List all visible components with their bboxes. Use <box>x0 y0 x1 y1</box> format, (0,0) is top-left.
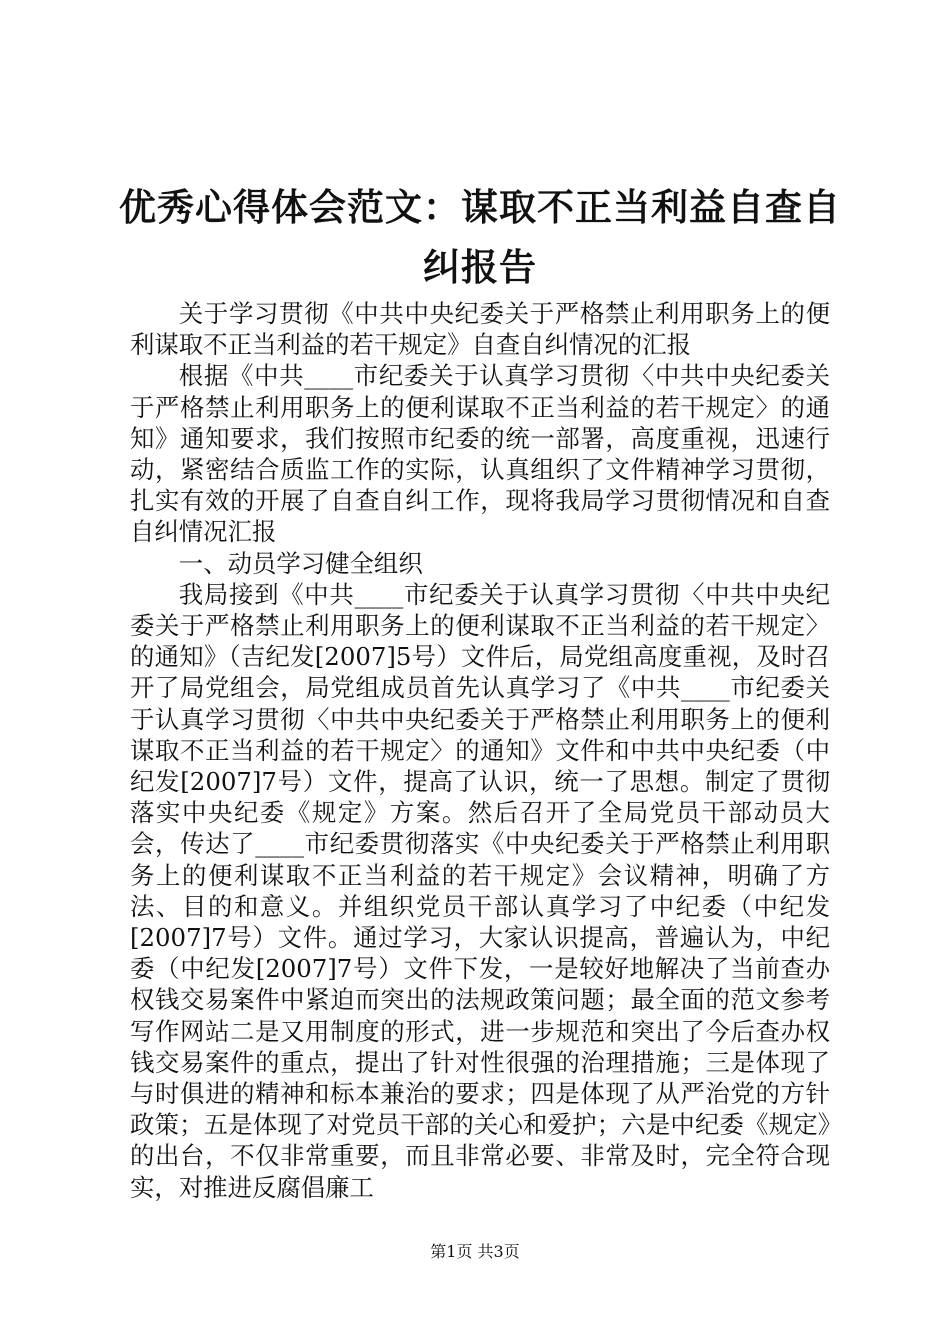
document-title: 优秀心得体会范文：谋取不正当利益自查自纠报告 <box>119 186 841 289</box>
paragraph-background: 根据《中共____市纪委关于认真学习贯彻〈中共中央纪委关于严格禁止利用职务上的便利谋取不正当利益的若干规定〉的通知》通知要求，我们按照市纪委的统一部署，高度重视，迅速行动，紧密结合质监工作的实际，认真组织了文件精神学习贯彻，扎实有效的开展了自查自纠工作，现将我局学习贯彻情况和自查自纠情况汇报 <box>130 361 830 547</box>
paragraph-intro: 关于学习贯彻《中共中央纪委关于严格禁止利用职务上的便利谋取不正当利益的若干规定》自查自纠情况的汇报 <box>130 299 830 360</box>
paragraph-section-1: 我局接到《中共____市纪委关于认真学习贯彻〈中共中央纪委关于严格禁止利用职务上的便利谋取不正当利益的若干规定〉的通知》（吉纪发[2007]5号）文件后，局党组高度重视，及时召开了局党组会，局党组成员首先认真学习了《中共____市纪委关于认真学习贯彻〈中共中央纪委关于严格禁止利用职务上的便利谋取不正当利益的若干规定〉的通知》文件和中共中央纪委（中纪发[2007]7号）文件，提高了认识，统一了思想。制定了贯彻落实中央纪委《规定》方案。然后召开了全局党员干部动员大会，传达了____市纪委贯彻落实《中央纪委关于严格禁止利用职务上的便利谋取不正当利益的若干规定》会议精神，明确了方法、目的和意义。并组织党员干部认真学习了中纪委（中纪发[2007]7号）文件。通过学习，大家认识提高，普遍认为，中纪委（中纪发[2007]7号）文件下发，一是较好地解决了当前查办权钱交易案件中紧迫而突出的法规政策问题；最全面的范文参考写作网站二是又用制度的形式，进一步规范和突出了今后查办权钱交易案件的重点，提出了针对性很强的治理措施；三是体现了与时俱进的精神和标本兼治的要求；四是体现了从严治党的方针政策；五是体现了对党员干部的关心和爱护；六是中纪委《规定》的出台，不仅非常重要，而且非常必要、非常及时，完全符合现实，对推进反腐倡廉工 <box>130 579 830 1202</box>
section-heading-1: 一、动员学习健全组织 <box>178 548 423 578</box>
document-body <box>130 298 830 1203</box>
page-footer: 第1页 共3页 <box>430 1242 520 1261</box>
